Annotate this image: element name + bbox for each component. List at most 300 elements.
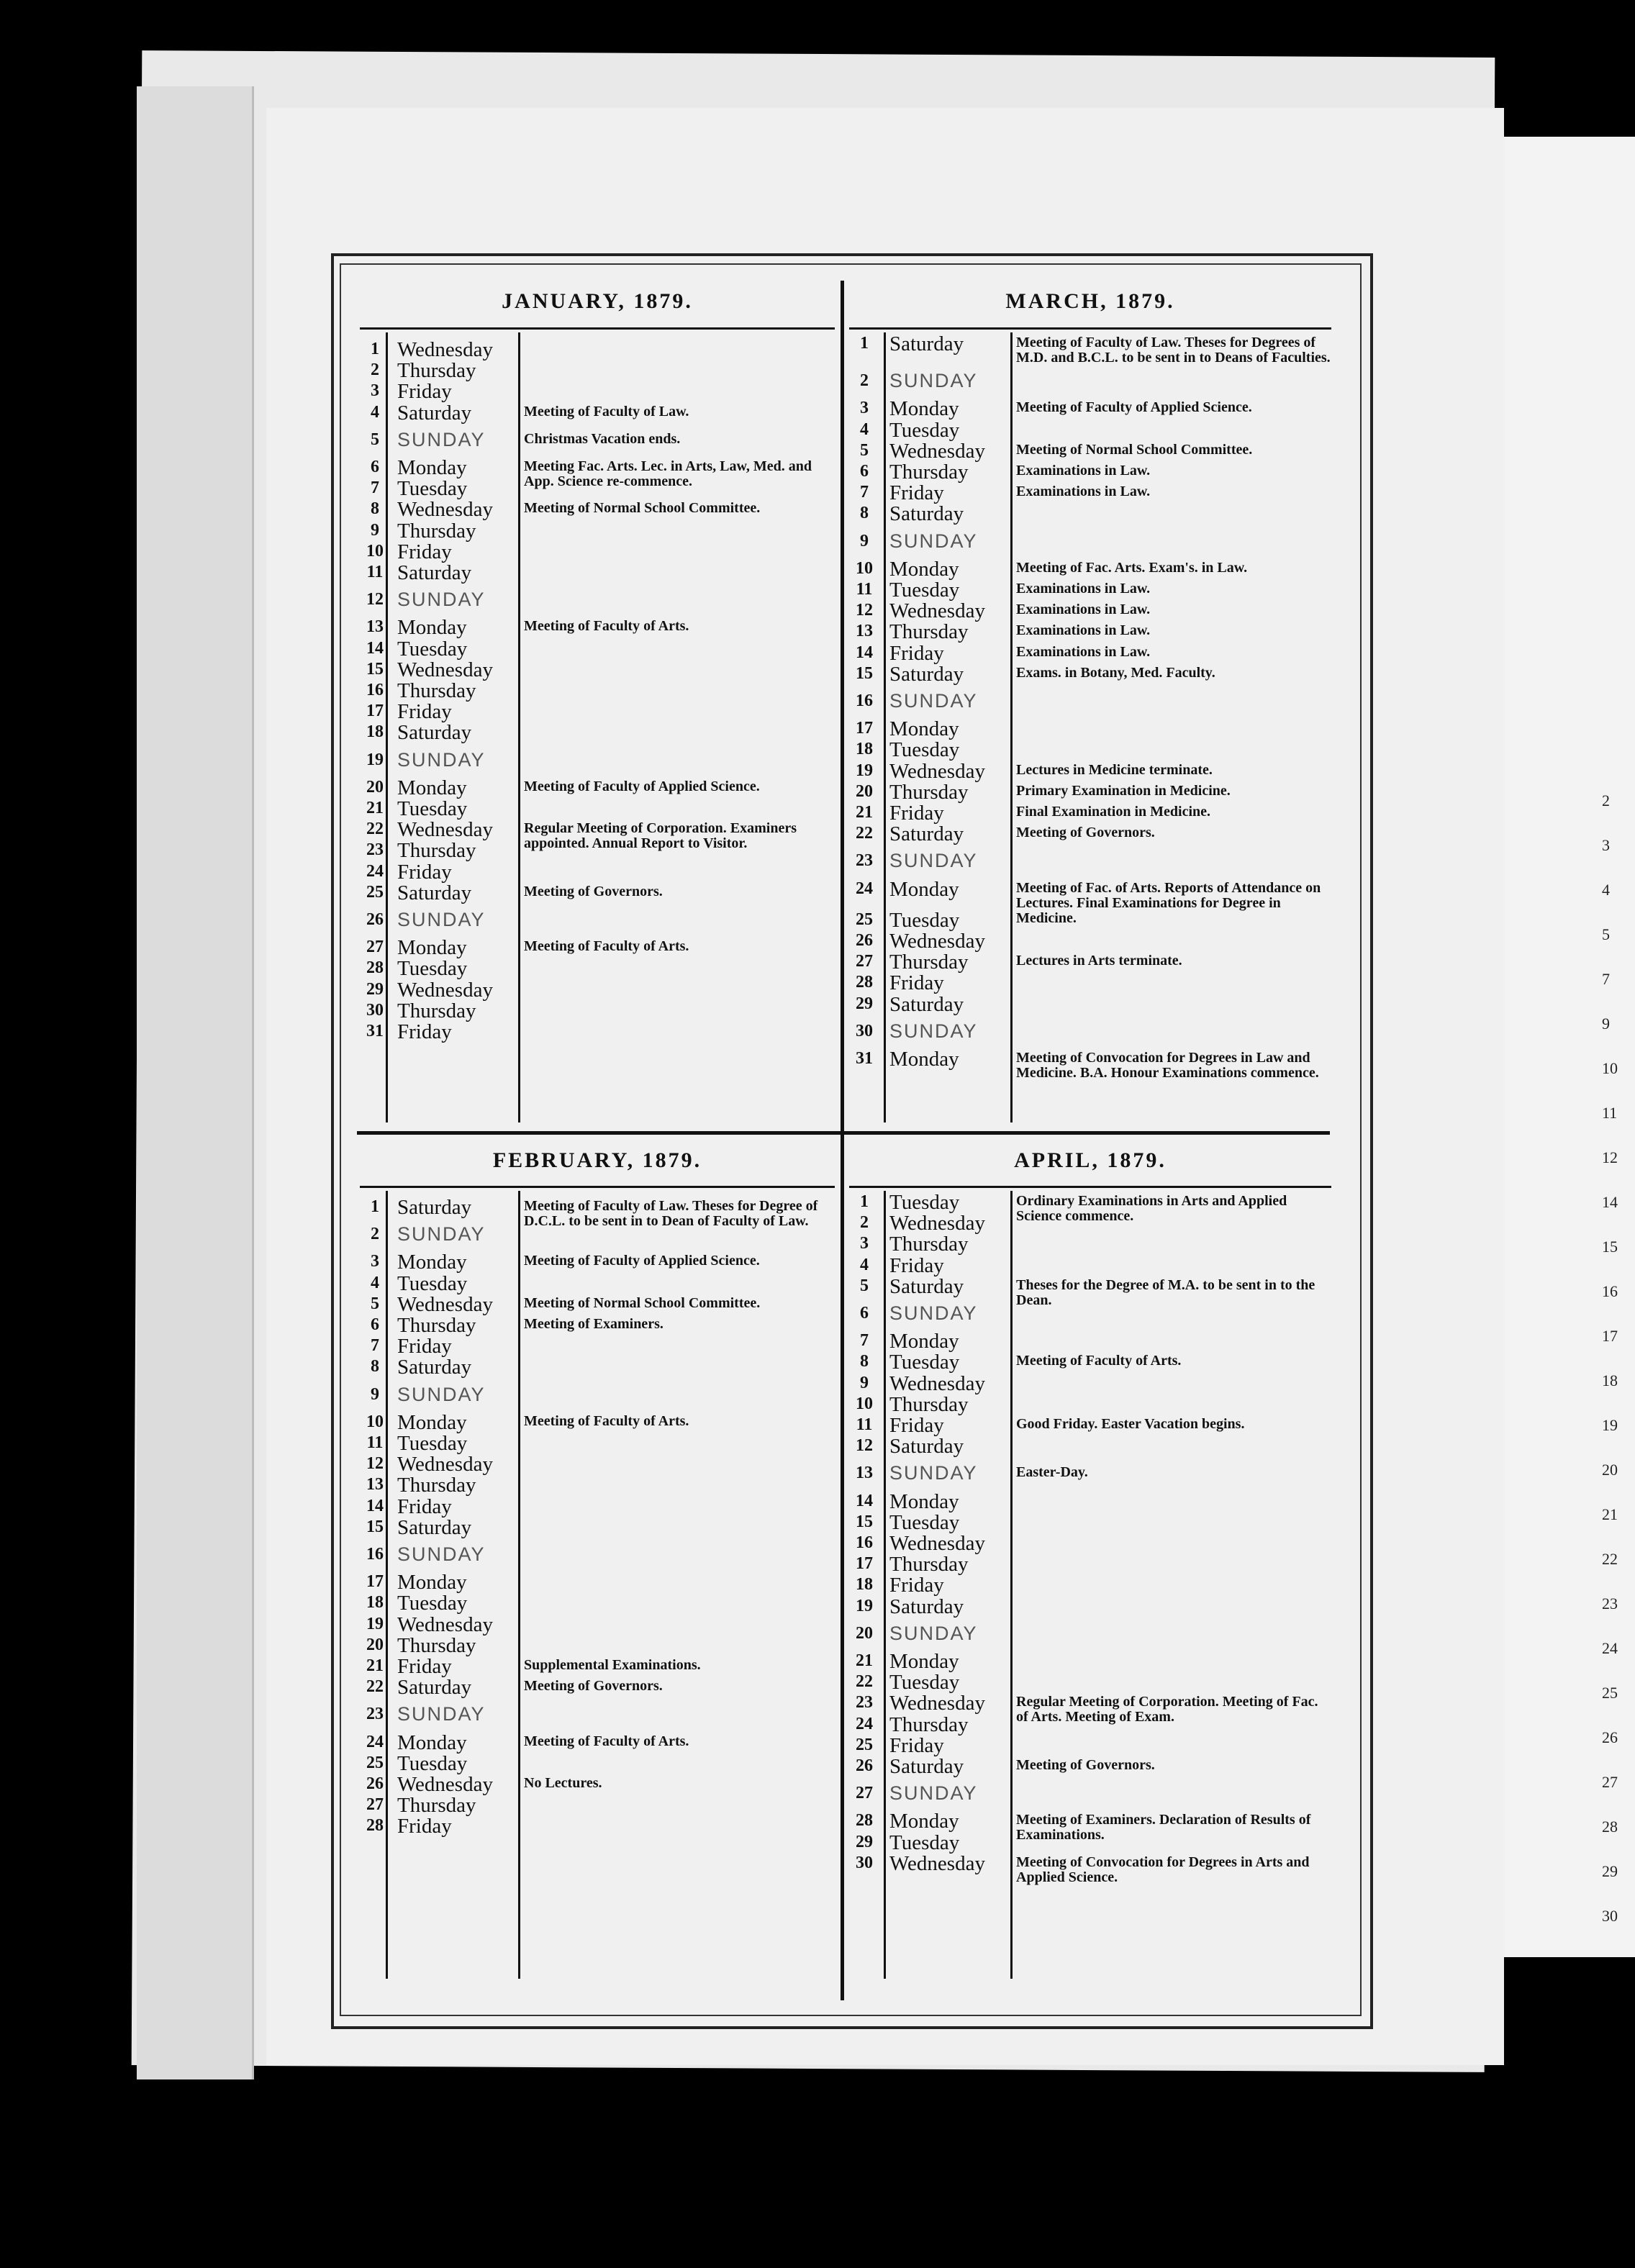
january-event: Meeting of Faculty of Applied Science. bbox=[524, 778, 760, 794]
january-weekday: Thursday bbox=[397, 999, 476, 1022]
february-event: Meeting of Faculty of Arts. bbox=[524, 1412, 689, 1429]
january-day-number: 24 bbox=[366, 861, 384, 881]
facing-page-number: 25 bbox=[1602, 1684, 1618, 1702]
mar-header-rule bbox=[849, 327, 1331, 330]
april-day-number: 3 bbox=[860, 1234, 869, 1253]
february-event: Meeting of Governors. bbox=[524, 1678, 663, 1695]
february-day-number: 11 bbox=[366, 1433, 384, 1452]
march-day-number: 23 bbox=[856, 851, 873, 871]
march-day-number: 29 bbox=[856, 994, 873, 1013]
january-day-number: 11 bbox=[366, 563, 384, 581]
january-day-number: 4 bbox=[371, 402, 379, 422]
calendar-frame-inner bbox=[340, 263, 1362, 2016]
february-day-number: 3 bbox=[371, 1252, 379, 1271]
march-event: Meeting of Fac. of Arts. Reports of Attendance on Lectures. Final Examinations for Degree in Medicine. bbox=[1016, 879, 1321, 926]
march-weekday: Wednesday bbox=[889, 599, 985, 623]
january-weekday: Thursday bbox=[397, 519, 476, 543]
january-weekday: Wednesday bbox=[397, 338, 493, 361]
march-day-number: 2 bbox=[860, 371, 869, 391]
march-weekday: Tuesday bbox=[889, 908, 960, 932]
march-weekday: Wednesday bbox=[889, 930, 985, 953]
middle-divider bbox=[357, 1131, 1330, 1135]
february-day-number: 16 bbox=[366, 1545, 384, 1564]
february-weekday: Thursday bbox=[397, 1314, 476, 1337]
april-weekday: SUNDAY bbox=[889, 1782, 978, 1805]
january-weekday: Tuesday bbox=[397, 957, 468, 981]
january-day-number: 22 bbox=[366, 820, 384, 839]
march-day-number: 12 bbox=[856, 601, 873, 620]
february-day-number: 8 bbox=[371, 1357, 379, 1376]
jan-event-col-line bbox=[518, 332, 520, 1122]
feb-num-col-line bbox=[386, 1191, 388, 1979]
march-weekday: Saturday bbox=[889, 822, 964, 846]
january-day-number: 26 bbox=[366, 910, 384, 929]
march-weekday: Saturday bbox=[889, 662, 964, 686]
facing-page-number: 15 bbox=[1602, 1238, 1618, 1256]
april-day-number: 20 bbox=[856, 1623, 873, 1643]
january-weekday: Wednesday bbox=[397, 498, 493, 522]
january-event: Meeting Fac. Arts. Lec. in Arts, Law, Med. and App. Science re-commence. bbox=[524, 458, 812, 489]
january-day-number: 9 bbox=[371, 520, 379, 540]
facing-page-number: 9 bbox=[1602, 1015, 1610, 1033]
facing-page-number: 22 bbox=[1602, 1550, 1618, 1568]
april-weekday: Thursday bbox=[889, 1713, 969, 1736]
january-day-number: 30 bbox=[366, 1000, 384, 1020]
april-day-number: 15 bbox=[856, 1512, 873, 1531]
march-weekday: Saturday bbox=[889, 332, 964, 355]
january-day-number: 23 bbox=[366, 840, 384, 860]
february-weekday: Friday bbox=[397, 1335, 452, 1358]
april-day-number: 10 bbox=[856, 1394, 873, 1413]
january-weekday: Saturday bbox=[397, 881, 472, 904]
facing-page-number: 11 bbox=[1602, 1104, 1618, 1122]
march-event: Meeting of Normal School Committee. bbox=[1016, 441, 1253, 458]
march-day-number: 11 bbox=[856, 580, 873, 599]
march-weekday: Friday bbox=[889, 481, 944, 505]
facing-page-number: 17 bbox=[1602, 1327, 1618, 1345]
jan-num-col-line bbox=[386, 332, 388, 1122]
april-event: Meeting of Examiners. Declaration of Results of Examinations. bbox=[1016, 1812, 1311, 1843]
january-event: Meeting of Faculty of Arts. bbox=[524, 618, 689, 635]
march-weekday: Friday bbox=[889, 641, 944, 665]
february-day-number: 7 bbox=[371, 1336, 379, 1356]
april-weekday: Tuesday bbox=[889, 1351, 960, 1374]
february-weekday: SUNDAY bbox=[397, 1703, 486, 1725]
facing-page-number: 28 bbox=[1602, 1818, 1618, 1836]
march-day-number: 14 bbox=[856, 643, 873, 662]
march-event: Meeting of Faculty of Law. Theses for Degrees of M.D. and B.C.L. to be sent in to Deans of Faculties. bbox=[1016, 335, 1331, 366]
january-event: Regular Meeting of Corporation. Examiners appointed. Annual Report to Visitor. bbox=[524, 820, 797, 852]
february-day-number: 28 bbox=[366, 1816, 384, 1836]
february-day-number: 19 bbox=[366, 1614, 384, 1633]
february-weekday: Thursday bbox=[397, 1794, 476, 1818]
april-weekday: Thursday bbox=[889, 1233, 969, 1256]
february-weekday: SUNDAY bbox=[397, 1383, 486, 1405]
march-day-number: 22 bbox=[856, 824, 873, 843]
april-weekday: SUNDAY bbox=[889, 1462, 978, 1484]
april-weekday: Friday bbox=[889, 1733, 944, 1757]
facing-page-number: 3 bbox=[1602, 836, 1610, 854]
january-day-number: 25 bbox=[366, 882, 384, 902]
april-event: Easter-Day. bbox=[1016, 1464, 1088, 1481]
facing-page-number: 21 bbox=[1602, 1505, 1618, 1523]
march-weekday: Monday bbox=[889, 397, 959, 421]
march-day-number: 16 bbox=[856, 691, 873, 710]
april-weekday: Monday bbox=[889, 1650, 959, 1673]
center-divider bbox=[841, 281, 844, 2000]
april-weekday: Friday bbox=[889, 1574, 944, 1597]
january-weekday: Saturday bbox=[397, 721, 472, 745]
february-weekday: Saturday bbox=[397, 1356, 472, 1379]
january-weekday: Saturday bbox=[397, 561, 472, 584]
march-weekday: Thursday bbox=[889, 951, 969, 974]
march-day-number: 21 bbox=[856, 803, 873, 822]
january-day-number: 27 bbox=[366, 938, 384, 957]
february-weekday: Saturday bbox=[397, 1676, 472, 1700]
april-weekday: Saturday bbox=[889, 1274, 964, 1298]
april-day-number: 17 bbox=[856, 1554, 873, 1574]
march-weekday: SUNDAY bbox=[889, 1020, 978, 1042]
january-event: Meeting of Faculty of Arts. bbox=[524, 938, 689, 955]
april-day-number: 30 bbox=[856, 1853, 873, 1872]
april-day-number: 29 bbox=[856, 1832, 873, 1851]
march-day-number: 28 bbox=[856, 973, 873, 992]
april-weekday: Wednesday bbox=[889, 1692, 985, 1715]
april-event: Regular Meeting of Corporation. Meeting of Fac. of Arts. Meeting of Exam. bbox=[1016, 1694, 1318, 1725]
facing-page-number: 19 bbox=[1602, 1416, 1618, 1434]
march-event: Examinations in Law. bbox=[1016, 484, 1151, 500]
february-day-number: 26 bbox=[366, 1774, 384, 1793]
march-day-number: 25 bbox=[856, 910, 873, 929]
apr-num-col-line bbox=[884, 1191, 886, 1979]
march-day-number: 15 bbox=[856, 663, 873, 683]
jan-header-rule bbox=[360, 327, 835, 330]
february-event: Meeting of Faculty of Arts. bbox=[524, 1733, 689, 1749]
april-day-number: 18 bbox=[856, 1575, 873, 1595]
february-day-number: 24 bbox=[366, 1732, 384, 1751]
january-day-number: 14 bbox=[366, 638, 384, 658]
april-weekday: Tuesday bbox=[889, 1510, 960, 1534]
february-day-number: 25 bbox=[366, 1753, 384, 1772]
april-weekday: Saturday bbox=[889, 1595, 964, 1618]
april-weekday: Saturday bbox=[889, 1755, 964, 1778]
february-weekday: Monday bbox=[397, 1251, 467, 1274]
march-weekday: Tuesday bbox=[889, 579, 960, 602]
january-day-number: 20 bbox=[366, 777, 384, 797]
february-weekday: Tuesday bbox=[397, 1592, 468, 1615]
january-weekday: Tuesday bbox=[397, 797, 468, 820]
february-day-number: 20 bbox=[366, 1635, 384, 1654]
april-day-number: 21 bbox=[856, 1651, 873, 1670]
march-weekday: Saturday bbox=[889, 502, 964, 526]
january-day-number: 13 bbox=[366, 617, 384, 637]
april-weekday: Tuesday bbox=[889, 1671, 960, 1695]
march-weekday: Monday bbox=[889, 557, 959, 581]
february-weekday: Friday bbox=[397, 1655, 452, 1678]
january-day-number: 8 bbox=[371, 499, 379, 519]
march-event: Lectures in Medicine terminate. bbox=[1016, 761, 1213, 778]
february-day-number: 10 bbox=[366, 1412, 384, 1431]
april-event: Meeting of Convocation for Degrees in Arts and Applied Science. bbox=[1016, 1854, 1310, 1885]
january-weekday: Thursday bbox=[397, 359, 476, 383]
march-day-number: 4 bbox=[860, 419, 869, 439]
february-day-number: 9 bbox=[371, 1384, 379, 1404]
february-day-number: 5 bbox=[371, 1294, 379, 1313]
february-day-number: 17 bbox=[366, 1572, 384, 1592]
march-weekday: Wednesday bbox=[889, 759, 985, 783]
january-day-number: 5 bbox=[371, 430, 379, 449]
march-day-number: 3 bbox=[860, 399, 869, 418]
april-title: APRIL, 1879. bbox=[1014, 1148, 1167, 1172]
january-weekday: Wednesday bbox=[397, 658, 493, 681]
january-weekday: SUNDAY bbox=[397, 428, 486, 450]
march-event: Examinations in Law. bbox=[1016, 622, 1151, 639]
february-event: Meeting of Normal School Committee. bbox=[524, 1294, 761, 1311]
march-day-number: 30 bbox=[856, 1021, 873, 1040]
january-day-number: 7 bbox=[371, 478, 379, 498]
january-day-number: 28 bbox=[366, 958, 384, 978]
mar-num-col-line bbox=[884, 332, 886, 1122]
january-weekday: Wednesday bbox=[397, 978, 493, 1002]
april-weekday: Tuesday bbox=[889, 1191, 960, 1214]
february-weekday: Monday bbox=[397, 1571, 467, 1595]
facing-page-number: 10 bbox=[1602, 1059, 1618, 1077]
april-weekday: Wednesday bbox=[889, 1212, 985, 1235]
march-day-number: 20 bbox=[856, 781, 873, 801]
january-day-number: 17 bbox=[366, 702, 384, 721]
january-weekday: Tuesday bbox=[397, 477, 468, 501]
facing-page-number: 18 bbox=[1602, 1371, 1618, 1389]
march-weekday: SUNDAY bbox=[889, 850, 978, 872]
april-day-number: 1 bbox=[860, 1192, 869, 1211]
february-weekday: Saturday bbox=[397, 1515, 472, 1539]
april-weekday: Thursday bbox=[889, 1553, 969, 1577]
april-weekday: Thursday bbox=[889, 1392, 969, 1416]
april-day-number: 6 bbox=[860, 1304, 869, 1323]
april-event: Meeting of Faculty of Arts. bbox=[1016, 1353, 1182, 1369]
feb-event-col-line bbox=[518, 1191, 520, 1979]
march-weekday: Thursday bbox=[889, 780, 969, 804]
april-day-number: 23 bbox=[856, 1693, 873, 1713]
march-weekday: Tuesday bbox=[889, 418, 960, 442]
february-weekday: Saturday bbox=[397, 1196, 472, 1219]
april-day-number: 24 bbox=[856, 1714, 873, 1733]
facing-page-number: 24 bbox=[1602, 1639, 1618, 1657]
february-weekday: Thursday bbox=[397, 1633, 476, 1657]
january-weekday: Friday bbox=[397, 700, 452, 724]
april-weekday: Tuesday bbox=[889, 1831, 960, 1854]
january-weekday: Monday bbox=[397, 936, 467, 960]
february-day-number: 1 bbox=[371, 1197, 379, 1216]
february-event: Meeting of Examiners. bbox=[524, 1316, 663, 1332]
january-event: Meeting of Governors. bbox=[524, 883, 663, 899]
april-weekday: Wednesday bbox=[889, 1371, 985, 1395]
february-day-number: 4 bbox=[371, 1273, 379, 1292]
april-day-number: 19 bbox=[856, 1596, 873, 1615]
march-event: Meeting of Fac. Arts. Exam's. in Law. bbox=[1016, 559, 1248, 576]
january-weekday: Monday bbox=[397, 456, 467, 479]
february-title: FEBRUARY, 1879. bbox=[492, 1148, 702, 1172]
april-day-number: 13 bbox=[856, 1464, 873, 1483]
february-day-number: 12 bbox=[366, 1454, 384, 1474]
march-event: Lectures in Arts terminate. bbox=[1016, 953, 1182, 969]
february-weekday: Wednesday bbox=[397, 1292, 493, 1316]
april-weekday: Friday bbox=[889, 1253, 944, 1277]
april-day-number: 28 bbox=[856, 1811, 873, 1831]
march-weekday: Monday bbox=[889, 1048, 959, 1071]
january-day-number: 3 bbox=[371, 381, 379, 401]
april-weekday: SUNDAY bbox=[889, 1622, 978, 1644]
february-weekday: SUNDAY bbox=[397, 1223, 486, 1246]
facing-page-number: 23 bbox=[1602, 1595, 1618, 1612]
april-weekday: Wednesday bbox=[889, 1851, 985, 1875]
march-event: Examinations in Law. bbox=[1016, 602, 1151, 618]
facing-page-number: 14 bbox=[1602, 1193, 1618, 1211]
facing-page-number: 27 bbox=[1602, 1773, 1618, 1791]
february-day-number: 21 bbox=[366, 1656, 384, 1675]
january-event: Meeting of Normal School Committee. bbox=[524, 500, 761, 517]
march-weekday: Thursday bbox=[889, 461, 969, 484]
february-weekday: Thursday bbox=[397, 1474, 476, 1497]
january-day-number: 12 bbox=[366, 590, 384, 609]
apr-header-rule bbox=[849, 1186, 1331, 1188]
january-weekday: Friday bbox=[397, 860, 452, 884]
march-day-number: 10 bbox=[856, 558, 873, 578]
facing-page-number: 4 bbox=[1602, 881, 1610, 899]
march-day-number: 8 bbox=[860, 504, 869, 523]
march-event: Final Examination in Medicine. bbox=[1016, 804, 1211, 820]
january-day-number: 29 bbox=[366, 979, 384, 999]
march-event: Examinations in Law. bbox=[1016, 581, 1151, 597]
facing-page-number: 30 bbox=[1602, 1907, 1618, 1925]
april-weekday: SUNDAY bbox=[889, 1302, 978, 1324]
february-event: Supplemental Examinations. bbox=[524, 1657, 701, 1673]
facing-page-number: 5 bbox=[1602, 925, 1610, 943]
april-day-number: 12 bbox=[856, 1436, 873, 1456]
january-weekday: Thursday bbox=[397, 679, 476, 702]
february-weekday: Tuesday bbox=[397, 1751, 468, 1775]
april-event: Theses for the Degree of M.A. to be sent in to the Dean. bbox=[1016, 1276, 1315, 1308]
march-weekday: SUNDAY bbox=[889, 690, 978, 712]
january-weekday: Saturday bbox=[397, 401, 472, 425]
january-day-number: 10 bbox=[366, 541, 384, 561]
february-day-number: 18 bbox=[366, 1593, 384, 1612]
april-event: Meeting of Governors. bbox=[1016, 1757, 1155, 1773]
january-title: JANUARY, 1879. bbox=[502, 289, 693, 313]
january-weekday: SUNDAY bbox=[397, 589, 486, 611]
march-weekday: Monday bbox=[889, 717, 959, 741]
march-day-number: 24 bbox=[856, 879, 873, 898]
april-day-number: 25 bbox=[856, 1735, 873, 1754]
march-weekday: Saturday bbox=[889, 992, 964, 1016]
march-day-number: 6 bbox=[860, 462, 869, 481]
april-weekday: Wednesday bbox=[889, 1532, 985, 1555]
january-weekday: Friday bbox=[397, 1020, 452, 1043]
february-day-number: 23 bbox=[366, 1705, 384, 1724]
january-day-number: 31 bbox=[366, 1022, 384, 1040]
march-weekday: Friday bbox=[889, 802, 944, 825]
january-weekday: Friday bbox=[397, 380, 452, 404]
march-day-number: 18 bbox=[856, 740, 873, 759]
january-day-number: 18 bbox=[366, 722, 384, 742]
april-day-number: 16 bbox=[856, 1533, 873, 1552]
april-day-number: 9 bbox=[860, 1373, 869, 1392]
april-day-number: 8 bbox=[860, 1352, 869, 1371]
february-weekday: Friday bbox=[397, 1815, 452, 1838]
april-day-number: 7 bbox=[860, 1331, 869, 1351]
april-day-number: 11 bbox=[856, 1415, 873, 1434]
february-weekday: SUNDAY bbox=[397, 1543, 486, 1565]
february-weekday: Wednesday bbox=[397, 1612, 493, 1636]
march-event: Meeting of Faculty of Applied Science. bbox=[1016, 399, 1252, 416]
march-event: Examinations in Law. bbox=[1016, 463, 1151, 478]
april-event: Good Friday. Easter Vacation begins. bbox=[1016, 1416, 1245, 1432]
march-day-number: 7 bbox=[860, 483, 869, 502]
january-event: Christmas Vacation ends. bbox=[524, 430, 681, 447]
april-day-number: 22 bbox=[856, 1672, 873, 1692]
january-day-number: 2 bbox=[371, 360, 379, 380]
january-day-number: 16 bbox=[366, 681, 384, 699]
facing-page-number: 7 bbox=[1602, 970, 1610, 988]
february-day-number: 13 bbox=[366, 1475, 384, 1494]
march-day-number: 9 bbox=[860, 531, 869, 550]
january-day-number: 21 bbox=[366, 799, 384, 817]
january-weekday: Wednesday bbox=[397, 818, 493, 842]
facing-page-number: 2 bbox=[1602, 791, 1610, 809]
page-left-edge bbox=[137, 86, 254, 2079]
january-weekday: SUNDAY bbox=[397, 748, 486, 771]
january-weekday: Monday bbox=[397, 776, 467, 799]
january-day-number: 15 bbox=[366, 659, 384, 679]
april-day-number: 14 bbox=[856, 1491, 873, 1510]
april-day-number: 2 bbox=[860, 1213, 869, 1233]
april-weekday: Monday bbox=[889, 1489, 959, 1513]
march-day-number: 26 bbox=[856, 931, 873, 950]
february-weekday: Tuesday bbox=[397, 1271, 468, 1295]
apr-event-col-line bbox=[1010, 1191, 1013, 1979]
march-event: Examinations in Law. bbox=[1016, 643, 1151, 660]
january-weekday: Friday bbox=[397, 540, 452, 563]
january-weekday: SUNDAY bbox=[397, 909, 486, 930]
february-day-number: 15 bbox=[366, 1517, 384, 1536]
march-event: Exams. in Botany, Med. Faculty. bbox=[1016, 664, 1215, 681]
mar-event-col-line bbox=[1010, 332, 1013, 1122]
february-day-number: 2 bbox=[371, 1225, 379, 1244]
march-day-number: 31 bbox=[856, 1049, 873, 1068]
march-day-number: 19 bbox=[856, 761, 873, 780]
april-day-number: 5 bbox=[860, 1276, 869, 1295]
march-day-number: 1 bbox=[860, 334, 869, 353]
february-event: Meeting of Faculty of Applied Science. bbox=[524, 1253, 760, 1269]
march-event: Meeting of Convocation for Degrees in Law and Medicine. B.A. Honour Examinations commence. bbox=[1016, 1050, 1319, 1081]
april-day-number: 27 bbox=[856, 1784, 873, 1803]
february-weekday: Monday bbox=[397, 1731, 467, 1754]
march-weekday: Monday bbox=[889, 877, 959, 901]
march-weekday: SUNDAY bbox=[889, 370, 978, 392]
facing-page-number: 26 bbox=[1602, 1728, 1618, 1746]
january-weekday: Tuesday bbox=[397, 637, 468, 661]
march-day-number: 13 bbox=[856, 622, 873, 641]
facing-page-number: 29 bbox=[1602, 1862, 1618, 1880]
january-event: Meeting of Faculty of Law. bbox=[524, 403, 689, 419]
facing-page-number: 12 bbox=[1602, 1148, 1618, 1166]
march-weekday: SUNDAY bbox=[889, 530, 978, 552]
february-day-number: 6 bbox=[371, 1315, 379, 1334]
april-weekday: Saturday bbox=[889, 1435, 964, 1459]
february-event: Meeting of Faculty of Law. Theses for Degree of D.C.L. to be sent in to Dean of Faculty of Law. bbox=[524, 1198, 818, 1229]
january-day-number: 1 bbox=[371, 340, 379, 358]
april-day-number: 26 bbox=[856, 1756, 873, 1775]
